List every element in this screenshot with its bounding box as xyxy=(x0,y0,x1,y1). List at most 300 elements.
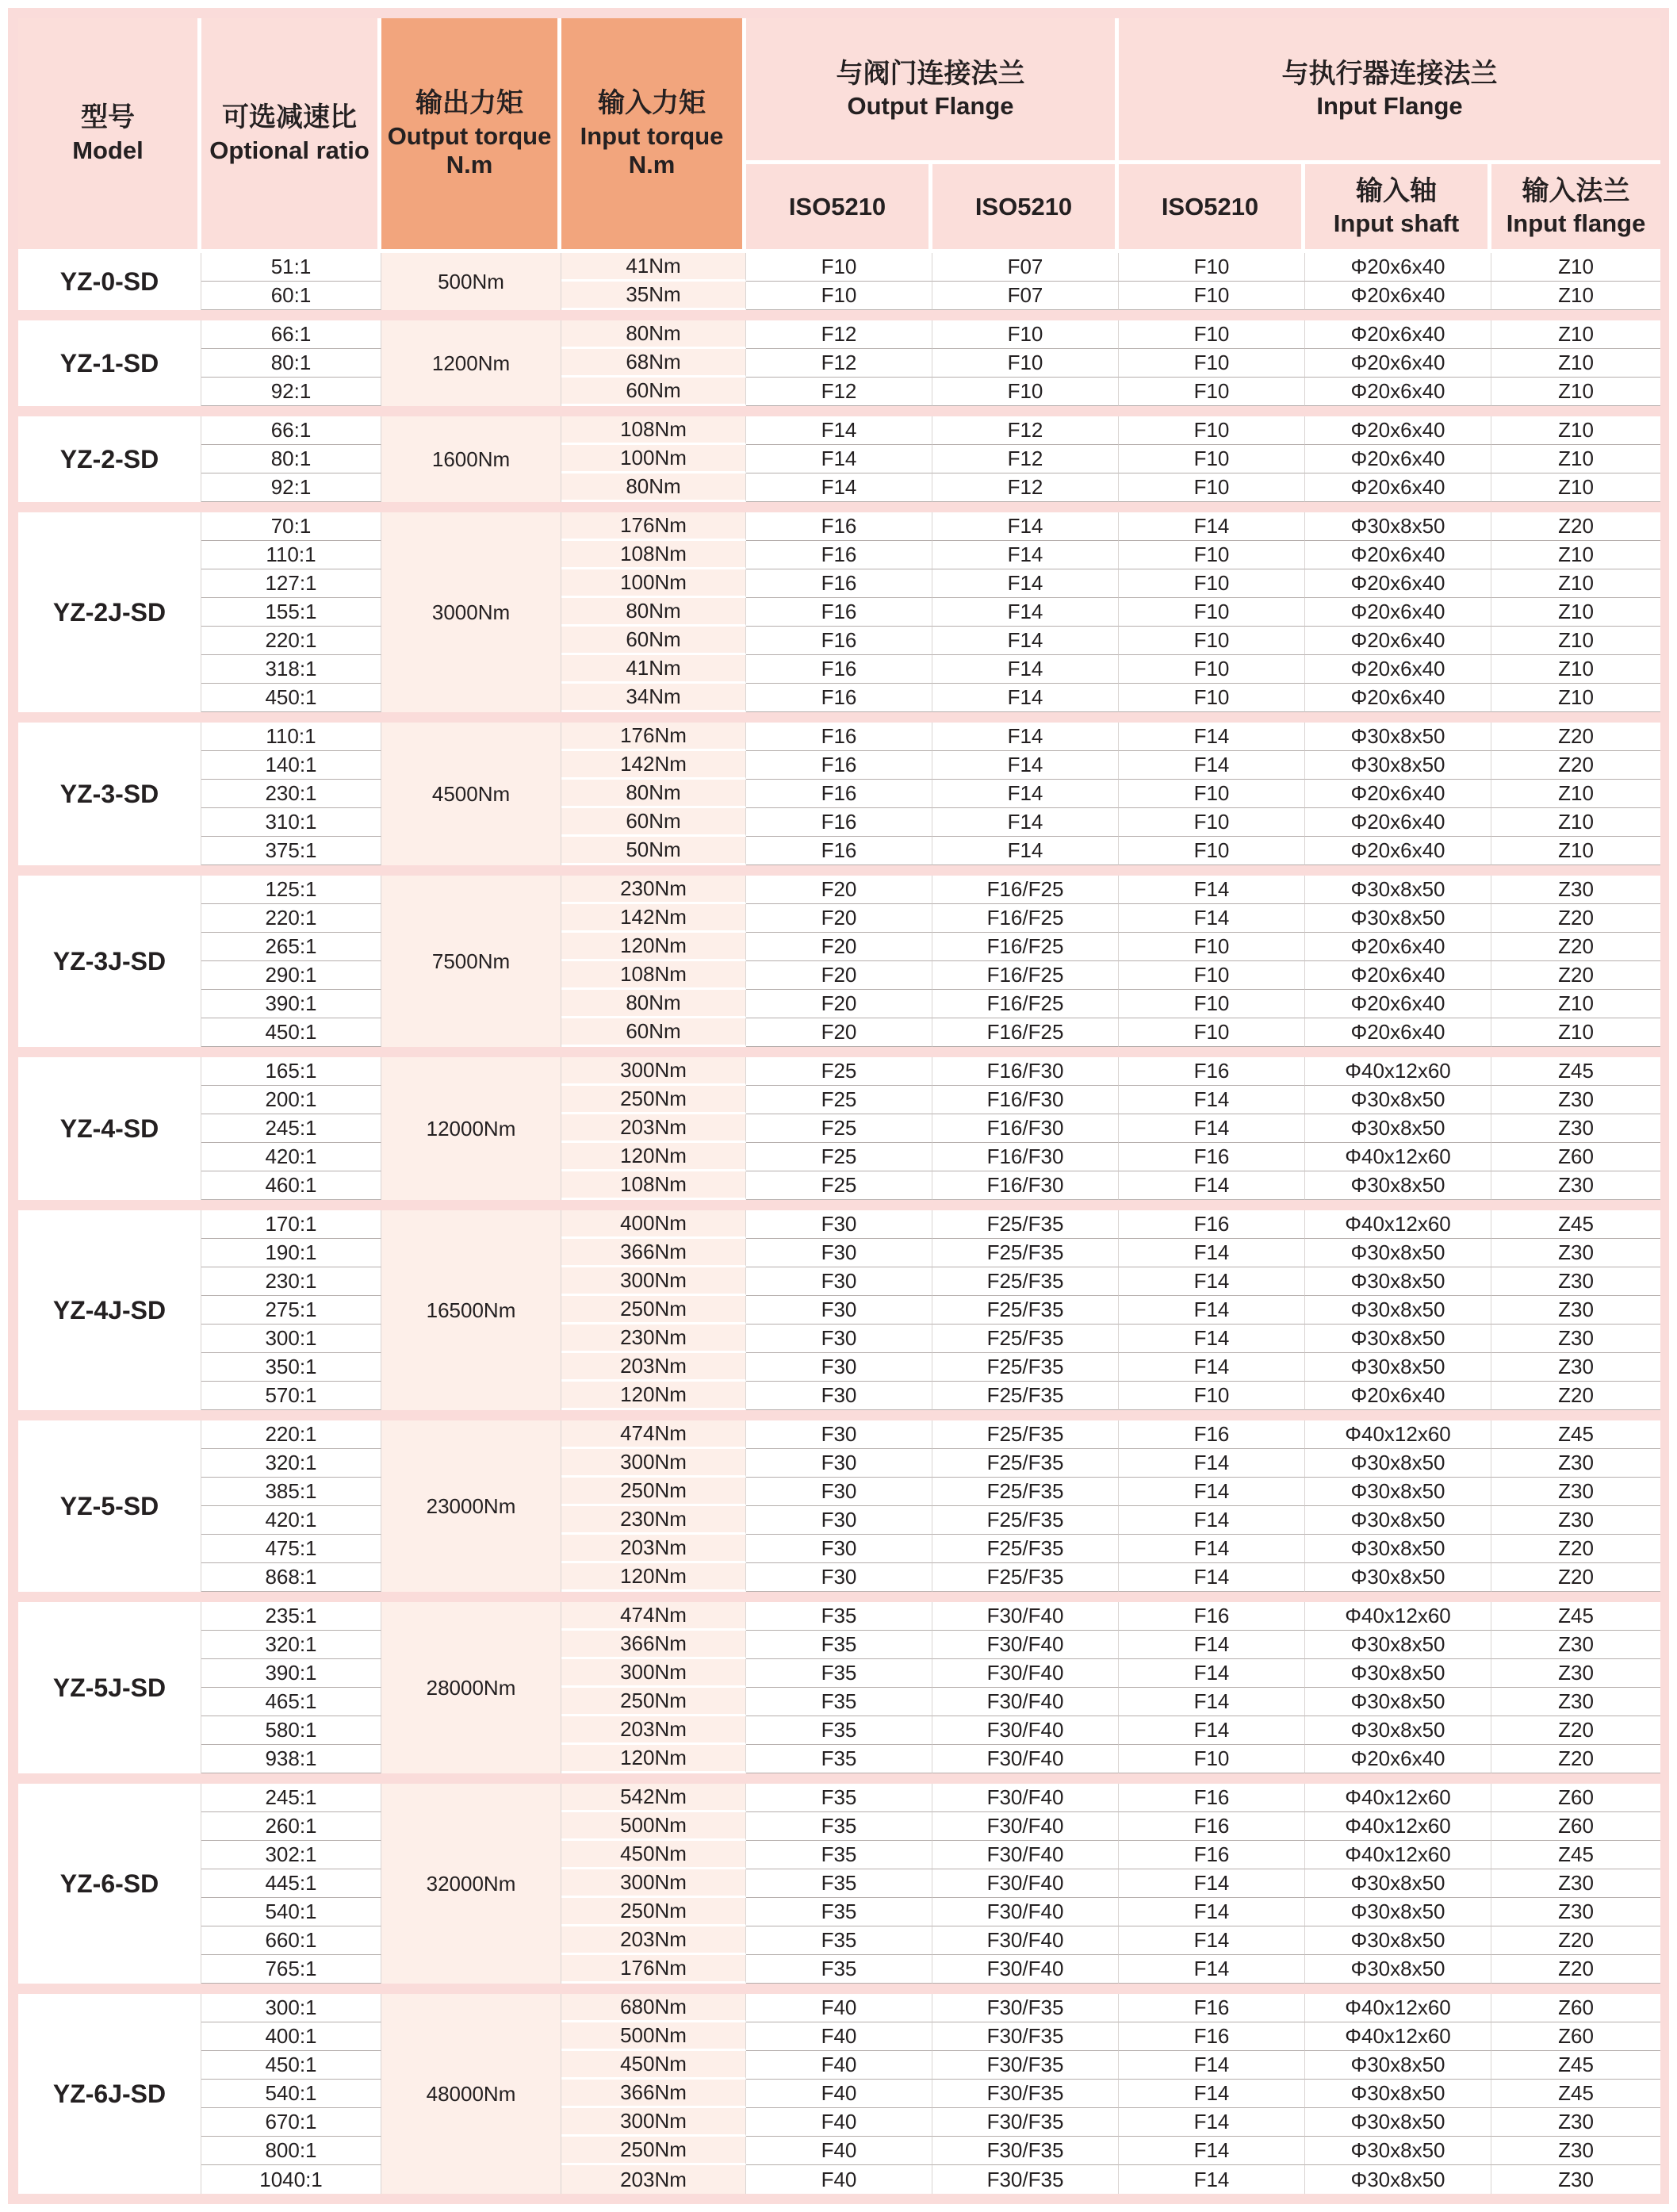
input-torque-cell: 60Nm xyxy=(561,627,746,655)
output-flange-iso-a-cell: F35 xyxy=(746,1955,932,1984)
input-flange-iso-cell: F14 xyxy=(1119,876,1305,904)
input-torque-cell: 230Nm xyxy=(561,1506,746,1535)
input-flange-z-cell: Z10 xyxy=(1491,1018,1660,1047)
output-flange-iso-b-cell: F25/F35 xyxy=(932,1353,1119,1382)
input-torque-cell: 366Nm xyxy=(561,1631,746,1659)
output-flange-iso-a-cell: F12 xyxy=(746,349,932,378)
input-shaft-cell: Φ20x6x40 xyxy=(1305,282,1491,310)
table-row xyxy=(18,1239,1660,1267)
input-flange-iso-cell: F14 xyxy=(1119,1869,1305,1898)
input-torque-cell: 203Nm xyxy=(561,2165,746,2194)
input-flange-z-cell: Z30 xyxy=(1491,2137,1660,2165)
col-header-model-zh: 型号 xyxy=(81,102,135,133)
output-flange-iso-a-cell: F30 xyxy=(746,1325,932,1353)
input-flange-iso-cell: F14 xyxy=(1119,1353,1305,1382)
input-flange-z-cell: Z10 xyxy=(1491,990,1660,1018)
input-torque-cell: 35Nm xyxy=(561,282,746,310)
input-flange-z-cell: Z45 xyxy=(1491,2080,1660,2108)
table-row xyxy=(18,2022,1660,2051)
input-torque-cell: 250Nm xyxy=(561,1296,746,1325)
output-flange-iso-a-cell: F16 xyxy=(746,598,932,627)
output-flange-iso-a-cell: F35 xyxy=(746,1841,932,1869)
input-torque-cell: 203Nm xyxy=(561,1114,746,1143)
group-separator-band xyxy=(18,1773,1660,1784)
input-flange-iso-cell: F16 xyxy=(1119,2022,1305,2051)
ratio-cell: 465:1 xyxy=(201,1688,381,1716)
output-torque-cell: 3000Nm xyxy=(381,512,561,712)
output-flange-iso-b-cell: F25/F35 xyxy=(932,1296,1119,1325)
input-shaft-cell: Φ30x8x50 xyxy=(1305,1296,1491,1325)
output-flange-iso-a-cell: F40 xyxy=(746,2080,932,2108)
table-row xyxy=(18,1353,1660,1382)
table-row xyxy=(18,1325,1660,1353)
input-torque-cell: 108Nm xyxy=(561,541,746,569)
col-header-ratio-zh: 可选减速比 xyxy=(222,102,357,133)
output-torque-cell: 1600Nm xyxy=(381,416,561,502)
input-flange-z-cell: Z20 xyxy=(1491,904,1660,933)
input-flange-z-cell: Z10 xyxy=(1491,541,1660,569)
input-flange-iso-cell: F10 xyxy=(1119,445,1305,473)
input-flange-iso-cell: F14 xyxy=(1119,1955,1305,1984)
input-shaft-cell: Φ30x8x50 xyxy=(1305,2051,1491,2080)
input-shaft-cell: Φ20x6x40 xyxy=(1305,684,1491,712)
table-row xyxy=(18,1841,1660,1869)
ratio-cell: 140:1 xyxy=(201,751,381,780)
output-flange-iso-b-cell: F30/F40 xyxy=(932,1955,1119,1984)
output-flange-iso-a-cell: F16 xyxy=(746,569,932,598)
input-flange-iso-cell: F10 xyxy=(1119,541,1305,569)
input-flange-z-cell: Z30 xyxy=(1491,1239,1660,1267)
table-row xyxy=(18,569,1660,598)
input-torque-cell: 203Nm xyxy=(561,1535,746,1563)
output-flange-iso-a-cell: F35 xyxy=(746,1869,932,1898)
col-header-ratio xyxy=(201,18,381,253)
input-flange-iso-cell: F10 xyxy=(1119,655,1305,684)
input-torque-cell: 108Nm xyxy=(561,416,746,445)
ratio-cell: 310:1 xyxy=(201,808,381,837)
sub-header-input-flange-en: Input flange xyxy=(1506,209,1646,237)
output-flange-iso-b-cell: F30/F40 xyxy=(932,1841,1119,1869)
input-flange-z-cell: Z30 xyxy=(1491,1325,1660,1353)
group-separator xyxy=(18,406,1660,416)
input-torque-cell: 250Nm xyxy=(561,1688,746,1716)
output-flange-iso-b-cell: F25/F35 xyxy=(932,1239,1119,1267)
output-flange-iso-a-cell: F20 xyxy=(746,876,932,904)
table-row xyxy=(18,1506,1660,1535)
input-shaft-cell: Φ30x8x50 xyxy=(1305,1659,1491,1688)
ratio-cell: 220:1 xyxy=(201,904,381,933)
input-flange-z-cell: Z10 xyxy=(1491,282,1660,310)
table-row xyxy=(18,1602,1660,1631)
ratio-cell: 165:1 xyxy=(201,1057,381,1086)
table-row xyxy=(18,1994,1660,2022)
ratio-cell: 420:1 xyxy=(201,1506,381,1535)
table-row xyxy=(18,751,1660,780)
ratio-cell: 80:1 xyxy=(201,349,381,378)
table-row xyxy=(18,1926,1660,1955)
ratio-cell: 475:1 xyxy=(201,1535,381,1563)
input-shaft-cell: Φ30x8x50 xyxy=(1305,1926,1491,1955)
output-flange-iso-b-cell: F25/F35 xyxy=(932,1210,1119,1239)
group-header-input-flange-en: Input Flange xyxy=(1316,92,1463,120)
input-flange-iso-cell: F14 xyxy=(1119,1506,1305,1535)
table-row xyxy=(18,961,1660,990)
ratio-cell: 450:1 xyxy=(201,684,381,712)
input-torque-cell: 60Nm xyxy=(561,1018,746,1047)
input-torque-cell: 80Nm xyxy=(561,990,746,1018)
input-torque-cell: 80Nm xyxy=(561,320,746,349)
ratio-cell: 300:1 xyxy=(201,1325,381,1353)
input-shaft-cell: Φ20x6x40 xyxy=(1305,1018,1491,1047)
output-flange-iso-b-cell: F14 xyxy=(932,627,1119,655)
output-flange-iso-b-cell: F16/F25 xyxy=(932,876,1119,904)
input-torque-cell: 60Nm xyxy=(561,808,746,837)
table-row xyxy=(18,1745,1660,1773)
group-separator-band xyxy=(18,1200,1660,1210)
output-flange-iso-a-cell: F30 xyxy=(746,1210,932,1239)
output-flange-iso-a-cell: F16 xyxy=(746,723,932,751)
table-row xyxy=(18,808,1660,837)
sub-header-output-iso-a xyxy=(746,164,932,253)
model-cell: YZ-6J-SD xyxy=(18,1994,201,2194)
table-row xyxy=(18,2051,1660,2080)
input-flange-iso-cell: F14 xyxy=(1119,2165,1305,2194)
input-torque-cell: 108Nm xyxy=(561,961,746,990)
input-torque-cell: 366Nm xyxy=(561,2080,746,2108)
input-flange-iso-cell: F14 xyxy=(1119,1631,1305,1659)
input-torque-cell: 176Nm xyxy=(561,1955,746,1984)
output-flange-iso-a-cell: F40 xyxy=(746,2165,932,2194)
input-flange-z-cell: Z10 xyxy=(1491,655,1660,684)
output-flange-iso-a-cell: F16 xyxy=(746,837,932,865)
table-row xyxy=(18,1171,1660,1200)
input-shaft-cell: Φ30x8x50 xyxy=(1305,1267,1491,1296)
input-torque-cell: 250Nm xyxy=(561,1478,746,1506)
table-row xyxy=(18,1296,1660,1325)
input-flange-iso-cell: F10 xyxy=(1119,253,1305,282)
group-separator xyxy=(18,865,1660,876)
output-flange-iso-b-cell: F14 xyxy=(932,684,1119,712)
ratio-cell: 70:1 xyxy=(201,512,381,541)
input-shaft-cell: Φ20x6x40 xyxy=(1305,627,1491,655)
output-flange-iso-b-cell: F14 xyxy=(932,723,1119,751)
input-shaft-cell: Φ40x12x60 xyxy=(1305,1420,1491,1449)
output-flange-iso-a-cell: F35 xyxy=(746,1631,932,1659)
output-flange-iso-b-cell: F25/F35 xyxy=(932,1535,1119,1563)
input-flange-iso-cell: F10 xyxy=(1119,627,1305,655)
table-row xyxy=(18,598,1660,627)
table-row xyxy=(18,627,1660,655)
output-flange-iso-a-cell: F40 xyxy=(746,2108,932,2137)
output-torque-cell: 500Nm xyxy=(381,253,561,310)
model-cell: YZ-1-SD xyxy=(18,320,201,406)
input-torque-cell: 500Nm xyxy=(561,2022,746,2051)
input-flange-iso-cell: F10 xyxy=(1119,349,1305,378)
input-flange-iso-cell: F10 xyxy=(1119,1745,1305,1773)
input-flange-iso-cell: F14 xyxy=(1119,1716,1305,1745)
output-flange-iso-b-cell: F30/F40 xyxy=(932,1659,1119,1688)
input-flange-z-cell: Z10 xyxy=(1491,378,1660,406)
output-flange-iso-a-cell: F16 xyxy=(746,655,932,684)
sub-header-input-shaft-zh: 输入轴 xyxy=(1356,175,1437,206)
table-row xyxy=(18,933,1660,961)
input-shaft-cell: Φ40x12x60 xyxy=(1305,1784,1491,1812)
input-flange-z-cell: Z10 xyxy=(1491,253,1660,282)
input-shaft-cell: Φ20x6x40 xyxy=(1305,598,1491,627)
input-torque-cell: 203Nm xyxy=(561,1926,746,1955)
model-cell: YZ-4-SD xyxy=(18,1057,201,1200)
input-flange-z-cell: Z45 xyxy=(1491,1420,1660,1449)
input-shaft-cell: Φ20x6x40 xyxy=(1305,1745,1491,1773)
input-torque-cell: 366Nm xyxy=(561,1239,746,1267)
input-torque-cell: 120Nm xyxy=(561,1745,746,1773)
input-flange-z-cell: Z30 xyxy=(1491,876,1660,904)
input-flange-iso-cell: F14 xyxy=(1119,2137,1305,2165)
output-flange-iso-b-cell: F14 xyxy=(932,751,1119,780)
input-torque-cell: 300Nm xyxy=(561,1869,746,1898)
input-flange-z-cell: Z30 xyxy=(1491,1353,1660,1382)
input-flange-iso-cell: F10 xyxy=(1119,961,1305,990)
input-shaft-cell: Φ30x8x50 xyxy=(1305,904,1491,933)
ratio-cell: 350:1 xyxy=(201,1353,381,1382)
group-separator xyxy=(18,502,1660,512)
table-header xyxy=(18,18,1660,253)
ratio-cell: 275:1 xyxy=(201,1296,381,1325)
table-row xyxy=(18,1688,1660,1716)
table-row xyxy=(18,1114,1660,1143)
output-flange-iso-a-cell: F16 xyxy=(746,808,932,837)
input-flange-iso-cell: F16 xyxy=(1119,1994,1305,2022)
input-flange-z-cell: Z30 xyxy=(1491,1296,1660,1325)
output-flange-iso-b-cell: F14 xyxy=(932,780,1119,808)
input-torque-cell: 120Nm xyxy=(561,1563,746,1592)
input-shaft-cell: Φ30x8x50 xyxy=(1305,1955,1491,1984)
input-flange-z-cell: Z20 xyxy=(1491,1745,1660,1773)
input-flange-iso-cell: F14 xyxy=(1119,1478,1305,1506)
output-flange-iso-b-cell: F14 xyxy=(932,569,1119,598)
table-row xyxy=(18,876,1660,904)
input-torque-cell: 60Nm xyxy=(561,378,746,406)
input-torque-cell: 474Nm xyxy=(561,1602,746,1631)
output-flange-iso-a-cell: F16 xyxy=(746,627,932,655)
table-row xyxy=(18,2137,1660,2165)
input-flange-iso-cell: F16 xyxy=(1119,1841,1305,1869)
input-torque-cell: 250Nm xyxy=(561,2137,746,2165)
output-flange-iso-b-cell: F12 xyxy=(932,473,1119,502)
output-flange-iso-b-cell: F14 xyxy=(932,512,1119,541)
input-flange-iso-cell: F14 xyxy=(1119,2108,1305,2137)
ratio-cell: 450:1 xyxy=(201,1018,381,1047)
input-flange-z-cell: Z60 xyxy=(1491,2022,1660,2051)
input-shaft-cell: Φ20x6x40 xyxy=(1305,445,1491,473)
input-flange-z-cell: Z30 xyxy=(1491,1898,1660,1926)
input-flange-z-cell: Z30 xyxy=(1558,2167,1594,2191)
ratio-cell: 92:1 xyxy=(201,378,381,406)
input-torque-cell: 176Nm xyxy=(561,512,746,541)
input-flange-iso-cell: F16 xyxy=(1119,1784,1305,1812)
input-flange-z-cell: Z30 xyxy=(1491,1478,1660,1506)
input-torque-cell: 300Nm xyxy=(561,1659,746,1688)
input-shaft-cell: Φ30x8x50 xyxy=(1305,1535,1491,1563)
model-cell: YZ-5-SD xyxy=(18,1420,201,1592)
input-shaft-cell: Φ20x6x40 xyxy=(1305,416,1491,445)
table-row xyxy=(18,445,1660,473)
input-flange-z-cell: Z10 xyxy=(1491,627,1660,655)
input-flange-iso-cell: F14 xyxy=(1119,1659,1305,1688)
output-flange-iso-b-cell: F16/F25 xyxy=(932,1018,1119,1047)
output-flange-iso-a-cell: F20 xyxy=(746,904,932,933)
input-torque-cell: 108Nm xyxy=(561,1171,746,1200)
ratio-cell: 230:1 xyxy=(201,1267,381,1296)
table-row xyxy=(18,1478,1660,1506)
table-row xyxy=(18,1898,1660,1926)
sub-header-input-iso xyxy=(1119,164,1305,253)
input-torque-cell: 300Nm xyxy=(561,1267,746,1296)
input-flange-iso-cell: F14 xyxy=(1119,2051,1305,2080)
input-flange-z-cell: Z20 xyxy=(1491,751,1660,780)
input-flange-z-cell: Z60 xyxy=(1491,1784,1660,1812)
group-separator xyxy=(18,1410,1660,1420)
output-flange-iso-a-cell: F35 xyxy=(746,1602,932,1631)
input-flange-z-cell: Z20 xyxy=(1491,1563,1660,1592)
ratio-cell: 155:1 xyxy=(201,598,381,627)
input-torque-cell: 250Nm xyxy=(561,1086,746,1114)
ratio-cell: 540:1 xyxy=(201,2080,381,2108)
input-shaft-cell: Φ20x6x40 xyxy=(1305,933,1491,961)
input-flange-z-cell: Z10 xyxy=(1491,684,1660,712)
model-cell: YZ-3-SD xyxy=(18,723,201,865)
input-flange-z-cell: Z10 xyxy=(1491,473,1660,502)
ratio-cell: 260:1 xyxy=(201,1812,381,1841)
output-flange-iso-b-cell: F07 xyxy=(932,253,1119,282)
output-flange-iso-b-cell: F16/F25 xyxy=(932,990,1119,1018)
group-separator-band xyxy=(18,865,1660,876)
output-flange-iso-b-cell: F10 xyxy=(932,349,1119,378)
input-flange-z-cell: Z20 xyxy=(1491,512,1660,541)
input-torque-cell: 120Nm xyxy=(561,1382,746,1410)
input-shaft-cell: Φ30x8x50 xyxy=(1305,2137,1491,2165)
ratio-cell: 60:1 xyxy=(201,282,381,310)
input-flange-iso-cell: F14 xyxy=(1119,723,1305,751)
table-row xyxy=(18,2165,1660,2194)
table-row xyxy=(18,541,1660,569)
input-flange-iso-cell: F16 xyxy=(1119,1602,1305,1631)
ratio-cell: 320:1 xyxy=(201,1449,381,1478)
output-flange-iso-a-cell: F35 xyxy=(746,1688,932,1716)
col-header-ratio-en: Optional ratio xyxy=(209,136,369,164)
model-cell: YZ-4J-SD xyxy=(18,1210,201,1410)
table-row xyxy=(18,1267,1660,1296)
table-row xyxy=(18,1420,1660,1449)
output-flange-iso-b-cell: F07 xyxy=(932,282,1119,310)
ratio-cell: 320:1 xyxy=(201,1631,381,1659)
table-row xyxy=(18,1143,1660,1171)
model-cell: YZ-0-SD xyxy=(18,253,201,310)
group-header-output-flange-zh: 与阀门连接法兰 xyxy=(836,58,1025,89)
input-flange-z-cell: Z30 xyxy=(1491,1506,1660,1535)
ratio-cell: 220:1 xyxy=(201,1420,381,1449)
output-flange-iso-a-cell: F35 xyxy=(746,1812,932,1841)
col-header-output-torque-zh: 输出力矩 xyxy=(415,88,523,119)
table-body xyxy=(18,253,1660,2194)
input-flange-z-cell: Z10 xyxy=(1491,349,1660,378)
input-flange-iso-cell: F10 xyxy=(1119,473,1305,502)
input-shaft-cell: Φ30x8x50 xyxy=(1305,751,1491,780)
group-separator xyxy=(18,1984,1660,1994)
sub-header-output-iso-b-label: ISO5210 xyxy=(974,192,1073,220)
ratio-cell: 460:1 xyxy=(201,1171,381,1200)
output-flange-iso-b-cell: F30/F35 xyxy=(932,1994,1119,2022)
input-flange-iso-cell: F10 xyxy=(1119,282,1305,310)
input-flange-z-cell: Z20 xyxy=(1491,933,1660,961)
input-torque-cell: 230Nm xyxy=(561,1325,746,1353)
table-row xyxy=(18,512,1660,541)
ratio-cell: 318:1 xyxy=(201,655,381,684)
group-separator-band xyxy=(18,406,1660,416)
output-flange-iso-b-cell: F14 xyxy=(932,598,1119,627)
input-flange-z-cell: Z10 xyxy=(1491,569,1660,598)
table-row xyxy=(18,780,1660,808)
input-flange-z-cell: Z30 xyxy=(1491,1869,1660,1898)
output-flange-iso-a-cell: F20 xyxy=(746,1018,932,1047)
table-row xyxy=(18,1057,1660,1086)
ratio-cell: 220:1 xyxy=(201,627,381,655)
input-flange-iso-cell: F14 xyxy=(1119,1296,1305,1325)
output-flange-iso-b-cell: F25/F35 xyxy=(932,1382,1119,1410)
input-shaft-cell: Φ30x8x50 xyxy=(1305,1506,1491,1535)
output-flange-iso-b-cell: F25/F35 xyxy=(932,1267,1119,1296)
group-separator-band xyxy=(18,310,1660,320)
ratio-cell: 400:1 xyxy=(201,2022,381,2051)
ratio-cell: 540:1 xyxy=(201,1898,381,1926)
output-torque-cell: 48000Nm xyxy=(381,1994,561,2194)
ratio-cell: 51:1 xyxy=(201,253,381,282)
group-separator-band xyxy=(18,502,1660,512)
table-row xyxy=(18,473,1660,502)
ratio-cell: 868:1 xyxy=(201,1563,381,1592)
output-flange-iso-b-cell: F14 xyxy=(932,837,1119,865)
col-header-input-torque xyxy=(561,18,746,253)
input-flange-iso-cell: F14 xyxy=(1119,751,1305,780)
input-flange-z-cell: Z10 xyxy=(1491,416,1660,445)
input-flange-iso-cell: F16 xyxy=(1119,1143,1305,1171)
input-shaft-cell: Φ20x6x40 xyxy=(1305,808,1491,837)
ratio-cell: 765:1 xyxy=(201,1955,381,1984)
input-shaft-cell: Φ30x8x50 xyxy=(1305,512,1491,541)
ratio-cell: 190:1 xyxy=(201,1239,381,1267)
ratio-cell: 670:1 xyxy=(201,2108,381,2137)
output-flange-iso-a-cell: F16 xyxy=(746,541,932,569)
sub-header-input-iso-label: ISO5210 xyxy=(1161,192,1259,220)
input-flange-iso-cell: F14 xyxy=(1119,1086,1305,1114)
output-flange-iso-b-cell: F30/F40 xyxy=(932,1688,1119,1716)
input-flange-z-cell: Z45 xyxy=(1491,1057,1660,1086)
output-flange-iso-b-cell: F30/F40 xyxy=(932,1926,1119,1955)
output-flange-iso-a-cell: F30 xyxy=(746,1449,932,1478)
input-torque-cell: 300Nm xyxy=(561,1057,746,1086)
input-flange-iso-cell: F14 xyxy=(1119,1563,1305,1592)
ratio-cell: 385:1 xyxy=(201,1478,381,1506)
input-shaft-cell: Φ20x6x40 xyxy=(1305,253,1491,282)
output-flange-iso-b-cell: F16/F25 xyxy=(932,933,1119,961)
input-flange-z-cell: Z30 xyxy=(1491,1114,1660,1143)
model-cell: YZ-6-SD xyxy=(18,1784,201,1984)
ratio-cell: 200:1 xyxy=(201,1086,381,1114)
input-torque-cell: 100Nm xyxy=(561,445,746,473)
input-torque-cell: 80Nm xyxy=(561,473,746,502)
input-flange-z-cell: Z30 xyxy=(1491,1688,1660,1716)
output-flange-iso-b-cell: F30/F35 xyxy=(932,2051,1119,2080)
